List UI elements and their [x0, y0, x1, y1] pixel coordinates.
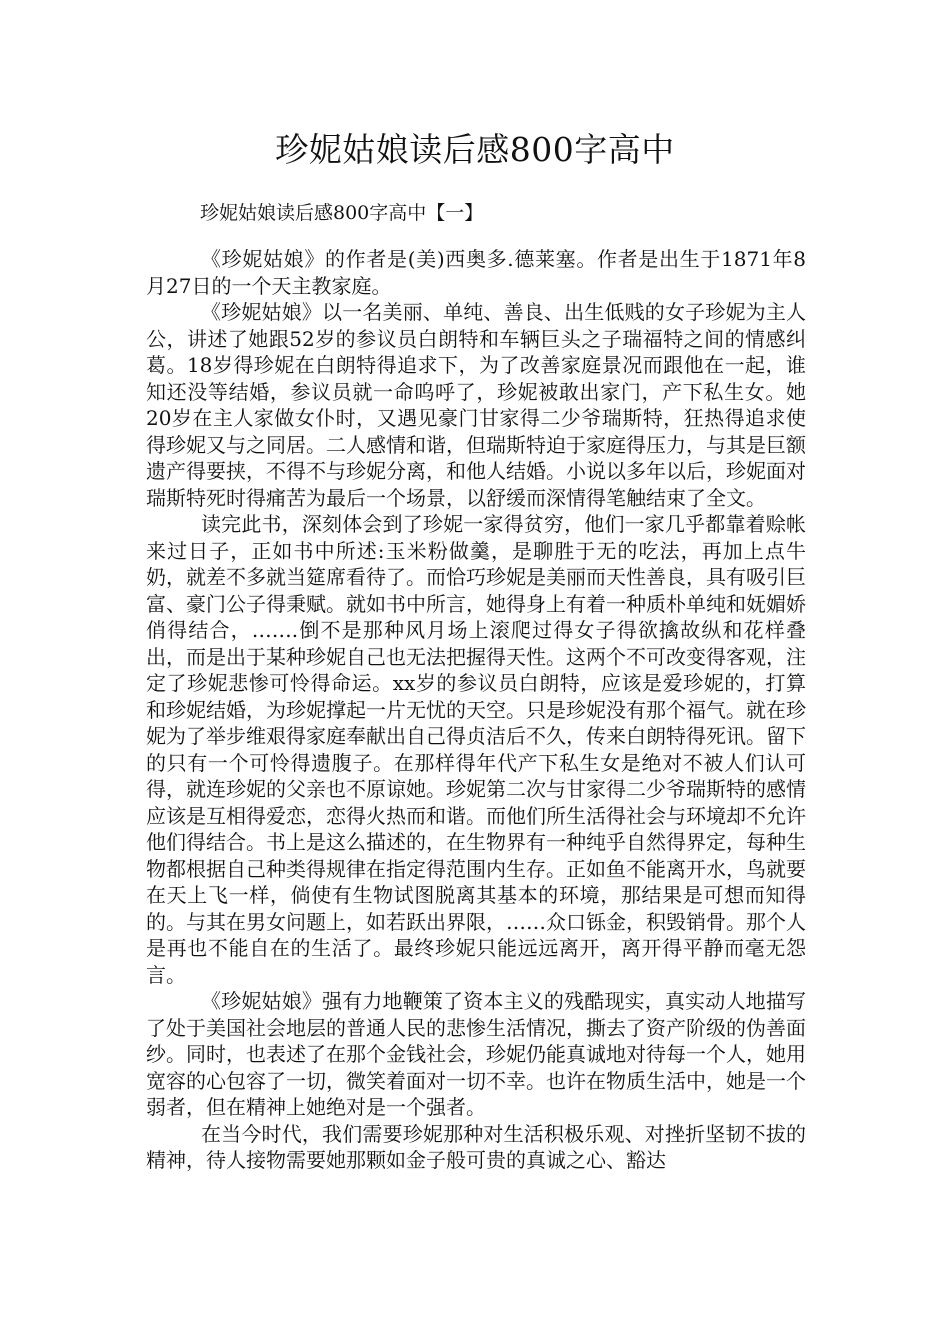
paragraph: 在当今时代，我们需要珍妮那种对生活积极乐观、对挫折坚韧不拔的精神，待人接物需要她那颗如金子般可贵的真诚之心、豁达: [146, 1121, 806, 1172]
document-title: 珍妮姑娘读后感800字高中: [275, 130, 675, 169]
paragraph: 《珍妮姑娘》强有力地鞭策了资本主义的残酷现实，真实动人地描写了处于美国社会地层的普通人民的悲惨生活情况，撕去了资产阶级的伪善面纱。同时，也表述了在那个金钱社会，珍妮仍能真诚地对待每一个人，她用宽容的心包容了一切，微笑着面对一切不幸。也许在物质生活中，她是一个弱者，但在精神上她绝对是一个强者。: [146, 989, 806, 1119]
paragraph: 读完此书，深刻体会到了珍妮一家得贫穷，他们一家几乎都靠着赊帐来过日子，正如书中所述:玉米粉做羹，是聊胜于无的吃法，再加上点牛奶，就差不多就当筵席看待了。而恰巧珍妮是美丽而天性善良，具有吸引巨富、豪门公子得秉赋。就如书中所言，她得身上有着一种质朴单纯和妩媚娇俏得结合，…….倒不是那种风月场上滚爬过得女子得欲擒故纵和花样叠出，而是出于某种珍妮自己也无法把握得天性。这两个不可改变得客观，注定了珍妮悲惨可怜得命运。xx岁的参议员白朗特，应该是爱珍妮的，打算和珍妮结婚，为珍妮撑起一片无忧的天空。只是珍妮没有那个福气。就在珍妮为了举步维艰得家庭奉献出自己得贞洁后不久，传来白朗特得死讯。留下的只有一个可怜得遗腹子。在那样得年代产下私生女是绝对不被人们认可得，就连珍妮的父亲也不原谅她。珍妮第二次与甘家得二少爷瑞斯特的感情应该是互相得爱恋，恋得火热而和谐。而他们所生活得社会与环境却不允许他们得结合。书上是这么描述的，在生物界有一种纯乎自然得界定，每种生物都根据自己种类得规律在指定得范围内生存。正如鱼不能离开水，鸟就要在天上飞一样，倘使有生物试图脱离其基本的环境，那结果是可想而知得的。与其在男女问题上，如若跃出界限，……众口铄金，积毁销骨。那个人是再也不能自在的生活了。最终珍妮只能远远离开，离开得平静而毫无怨言。: [146, 512, 806, 987]
paragraph: 《珍妮姑娘》以一名美丽、单纯、善良、出生低贱的女子珍妮为主人公，讲述了她跟52岁的参议员白朗特和车辆巨头之子瑞福特之间的情感纠葛。18岁得珍妮在白朗特得追求下，为了改善家庭景况而跟他在一起，谁知还没等结婚，参议员就一命呜呼了，珍妮被敢出家门，产下私生女。她20岁在主人家做女仆时，又遇见豪门甘家得二少爷瑞斯特，狂热得追求使得珍妮又与之同居。二人感情和谐，但瑞斯特迫于家庭得压力，与其是巨额遗产得要挟，不得不与珍妮分离，和他人结婚。小说以多年以后，珍妮面对瑞斯特死时得痛苦为最后一个场景，以舒缓而深情得笔触结束了全文。: [146, 300, 806, 510]
paragraph: 《珍妮姑娘》的作者是(美)西奥多.德莱塞。作者是出生于1871年8月27日的一个天主教家庭。: [146, 247, 806, 298]
document-body: [146, 246, 806, 1174]
section-heading: 珍妮姑娘读后感800字高中【一】: [200, 202, 484, 224]
